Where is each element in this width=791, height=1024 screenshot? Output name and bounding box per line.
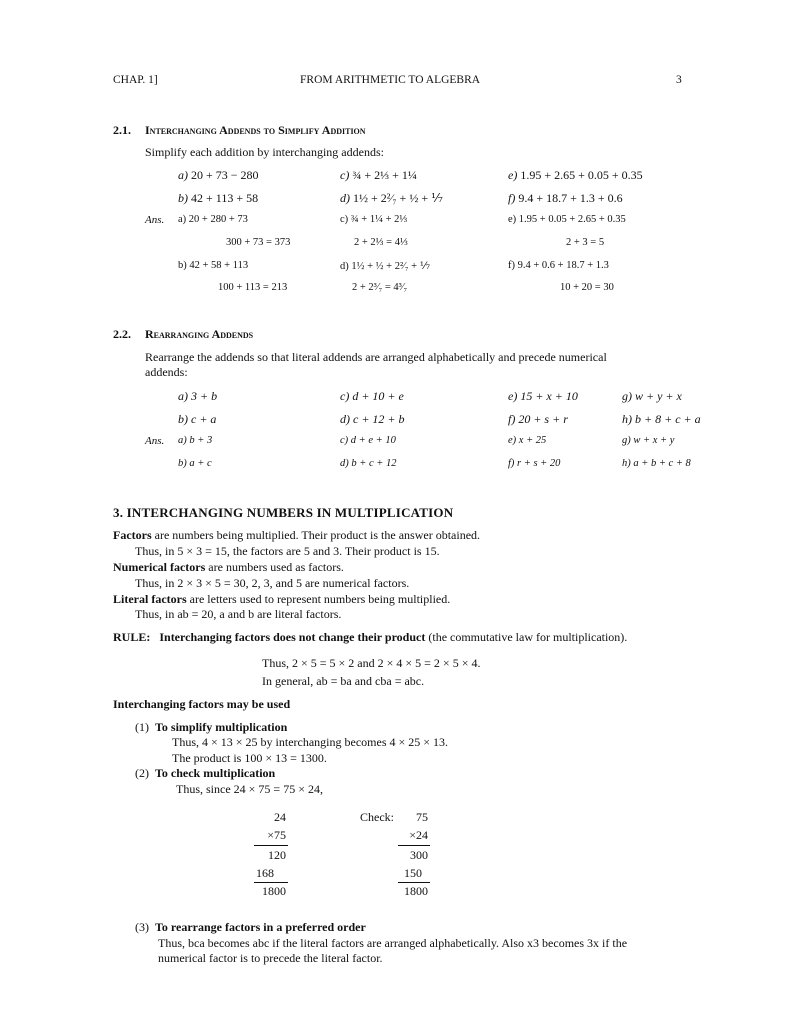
calc-left-line-1: 24 <box>274 810 286 824</box>
problem-e: e) 1.95 + 2.65 + 0.05 + 0.35 <box>508 168 643 182</box>
answer-f-step1: f) 9.4 + 0.6 + 18.7 + 1.3 <box>508 260 609 271</box>
calc-right-rule-2 <box>398 882 430 883</box>
running-title: FROM ARITHMETIC TO ALGEBRA <box>300 74 481 86</box>
section-2-2-instruction: Rearrange the addends so that literal addends are arranged alphabetically and precede numerical <box>145 350 607 364</box>
problem-d: d) 1½ + 2²⁄₇ + ½ + ⅐ <box>340 191 443 205</box>
problem-2-f: f) 20 + s + r <box>508 412 568 426</box>
rule-example-1: Thus, 2 × 5 = 5 × 2 and 2 × 4 × 5 = 2 × 5 × 4. <box>262 656 481 670</box>
section-2-1-number: 2.1. <box>113 123 131 137</box>
problem-2-c: c) d + 10 + e <box>340 389 404 403</box>
page-number: 3 <box>676 74 682 86</box>
answer-2-d: d) b + c + 12 <box>340 458 397 469</box>
answer-b-step2: 100 + 113 = 213 <box>218 282 288 293</box>
answer-2-c: c) d + e + 10 <box>340 435 396 446</box>
use-2-line-1: Thus, since 24 × 75 = 75 × 24, <box>176 782 323 796</box>
use-1-line-2: The product is 100 × 13 = 1300. <box>172 751 327 765</box>
calc-right-line-3: 300 <box>410 848 428 862</box>
calc-left-rule-1 <box>254 845 288 846</box>
calc-right-line-2: ×24 <box>409 828 428 842</box>
calc-left-line-3: 120 <box>268 848 286 862</box>
factors-example: Thus, in 5 × 3 = 15, the factors are 5 and 3. Their product is 15. <box>135 544 440 558</box>
calc-right-line-1: 75 <box>416 810 428 824</box>
check-label: Check: <box>360 810 394 824</box>
use-3-line-1: Thus, bca becomes abc if the literal factors are arranged alphabetically. Also x3 becomes 3x if the <box>158 936 628 950</box>
use-3-line-2: numerical factor is to precede the literal factor. <box>158 951 383 965</box>
answer-e-step1: e) 1.95 + 0.05 + 2.65 + 0.35 <box>508 214 626 225</box>
answer-2-e: e) x + 25 <box>508 435 547 446</box>
answer-2-a: a) b + 3 <box>178 435 213 446</box>
uses-heading: Interchanging factors may be used <box>113 697 291 711</box>
answer-a-step1: a) 20 + 280 + 73 <box>178 214 248 225</box>
answer-f-step2: 10 + 20 = 30 <box>560 282 614 293</box>
problem-c: c) ¾ + 2⅓ + 1¼ <box>340 168 417 182</box>
rule-example-2: In general, ab = ba and cba = abc. <box>262 674 425 688</box>
problem-2-b: b) c + a <box>178 412 217 426</box>
answer-b-step1: b) 42 + 58 + 113 <box>178 260 249 271</box>
answer-a-step2: 300 + 73 = 373 <box>226 237 291 248</box>
answer-d-step2: 2 + 2³⁄₇ = 4³⁄₇ <box>352 282 408 293</box>
use-3-title: (3) To rearrange factors in a preferred order <box>135 920 366 934</box>
numerical-factors-definition: Numerical factors are numbers used as factors. <box>113 560 344 574</box>
problem-2-a: a) 3 + b <box>178 389 218 403</box>
use-1-line-1: Thus, 4 × 13 × 25 by interchanging becomes 4 × 25 × 13. <box>172 735 449 749</box>
answer-2-b: b) a + c <box>178 458 212 469</box>
section-2-1-instruction: Simplify each addition by interchanging addends: <box>145 145 384 159</box>
section-2-2-instruction-cont: addends: <box>145 365 188 379</box>
literal-factors-example: Thus, in ab = 20, a and b are literal factors. <box>135 607 342 621</box>
problem-2-h: h) b + 8 + c + a <box>622 412 701 426</box>
calc-left-line-2: ×75 <box>267 828 286 842</box>
answer-c-step1: c) ¾ + 1¼ + 2⅓ <box>340 214 408 225</box>
answer-e-step2: 2 + 3 = 5 <box>566 237 605 248</box>
chapter-label: CHAP. 1] <box>113 74 158 86</box>
problem-b: b) 42 + 113 + 58 <box>178 191 259 205</box>
answer-2-g: g) w + x + y <box>622 435 675 446</box>
answers-label-2: Ans. <box>145 435 165 447</box>
problem-f: f) 9.4 + 18.7 + 1.3 + 0.6 <box>508 191 623 205</box>
rule-statement: RULE: Interchanging factors does not change their product (the commutative law for multiplication). <box>113 630 628 644</box>
factors-definition: Factors are numbers being multiplied. Their product is the answer obtained. <box>113 528 481 542</box>
answer-2-h: h) a + b + c + 8 <box>622 458 691 469</box>
answer-c-step2: 2 + 2⅓ = 4⅓ <box>354 237 408 248</box>
calc-left-line-5: 1800 <box>262 884 286 898</box>
literal-factors-definition: Literal factors are letters used to represent numbers being multiplied. <box>113 592 451 606</box>
calc-right-line-4: 150 <box>404 866 422 880</box>
numerical-factors-example: Thus, in 2 × 3 × 5 = 30, 2, 3, and 5 are numerical factors. <box>135 576 410 590</box>
use-2-title: (2) To check multiplication <box>135 766 276 780</box>
problem-2-d: d) c + 12 + b <box>340 412 405 426</box>
answer-d-step1: d) 1½ + ½ + 2²⁄₇ + ⅐ <box>340 261 430 272</box>
problem-2-e: e) 15 + x + 10 <box>508 389 578 403</box>
problem-a: a) 20 + 73 − 280 <box>178 168 259 182</box>
calc-right-rule-1 <box>398 845 430 846</box>
section-2-2-title: Rearranging Addends <box>145 327 254 341</box>
problem-2-g: g) w + y + x <box>622 389 682 403</box>
section-3-heading: 3. INTERCHANGING NUMBERS IN MULTIPLICATION <box>113 505 454 520</box>
calc-left-line-4: 168 <box>256 866 274 880</box>
section-2-2-number: 2.2. <box>113 327 131 341</box>
answers-label: Ans. <box>145 214 165 226</box>
answer-2-f: f) r + s + 20 <box>508 458 561 469</box>
section-2-1-title: Interchanging Addends to Simplify Addition <box>145 123 366 137</box>
calc-left-rule-2 <box>254 882 288 883</box>
use-1-title: (1) To simplify multiplication <box>135 720 288 734</box>
calc-right-line-5: 1800 <box>404 884 428 898</box>
